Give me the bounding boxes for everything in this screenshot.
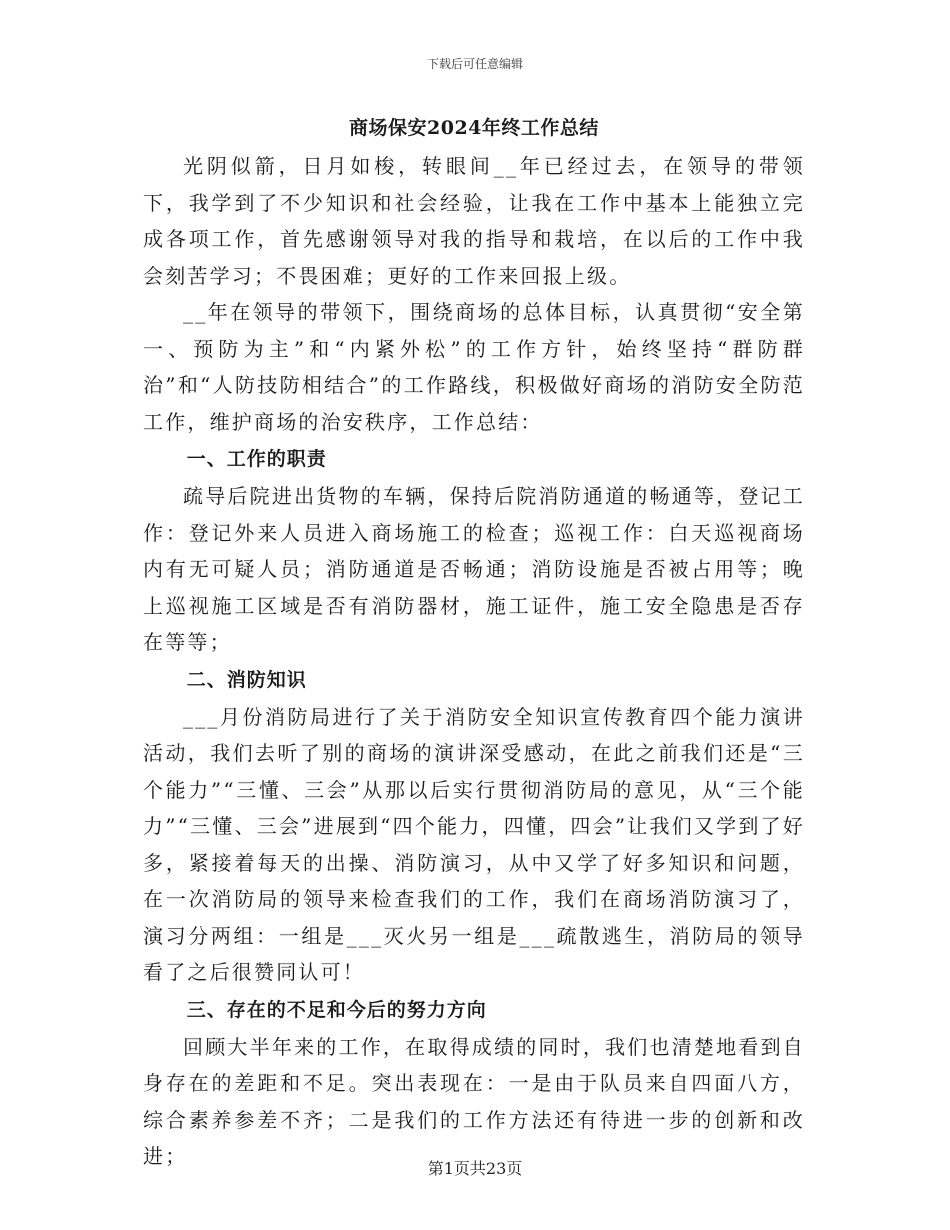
section-heading: 二、消防知识 — [186, 668, 307, 691]
section-heading: 三、存在的不足和今后的努力方向 — [186, 998, 487, 1021]
paragraph: __年在领导的带领下，围绕商场的总体目标，认真贯彻“安全第一、预防为主”和“内紧外松”的工作方针，始终坚持“群防群治”和“人防技防相结合”的工作路线，积极做好商场的消防安全防范工作，维护商场的治安秩序，工作总结： — [143, 300, 805, 434]
paragraph: ___月份消防局进行了关于消防安全知识宣传教育四个能力演讲活动，我们去听了别的商场的演讲深受感动，在此之前我们还是“三个能力”“三懂、三会”从那以后实行贯彻消防局的意见，从“三个能力”“三懂、三会”进展到“四个能力，四懂，四会”让我们又学到了好多，紧接着每天的出操、消防演习，从中又学了好多知识和问题，在一次消防局的领导来检查我们的工作，我们在商场消防演习了，演习分两组：一组是___灭火另一组是___疏散逃生，消防局的领导看了之后很赞同认可！ — [143, 704, 805, 984]
section-heading: 一、工作的职责 — [186, 448, 327, 470]
paragraph: 回顾大半年来的工作，在取得成绩的同时，我们也清楚地看到自身存在的差距和不足。突出表现在：一是由于队员来自四面八方，综合素养参差不齐；二是我们的工作方法还有待进一步的创新和改进； — [143, 1034, 805, 1168]
document-title: 商场保安2024年终工作总结 — [349, 117, 599, 139]
header-note: 下载后可任意编辑 — [426, 57, 523, 71]
document-body — [143, 108, 805, 1175]
page-number: 第1页共23页 — [427, 1159, 523, 1178]
paragraph: 光阴似箭，日月如梭，转眼间__年已经过去，在领导的带领下，我学到了不少知识和社会经验，让我在工作中基本上能独立完成各项工作，首先感谢领导对我的指导和栽培，在以后的工作中我会刻苦学习；不畏困难；更好的工作来回报上级。 — [143, 154, 805, 288]
paragraph: 疏导后院进出货物的车辆，保持后院消防通道的畅通等，登记工作：登记外来人员进入商场施工的检查；巡视工作：白天巡视商场内有无可疑人员；消防通道是否畅通；消防设施是否被占用等；晚上巡视施工区域是否有消防器材，施工证件，施工安全隐患是否存在等等； — [143, 484, 805, 654]
